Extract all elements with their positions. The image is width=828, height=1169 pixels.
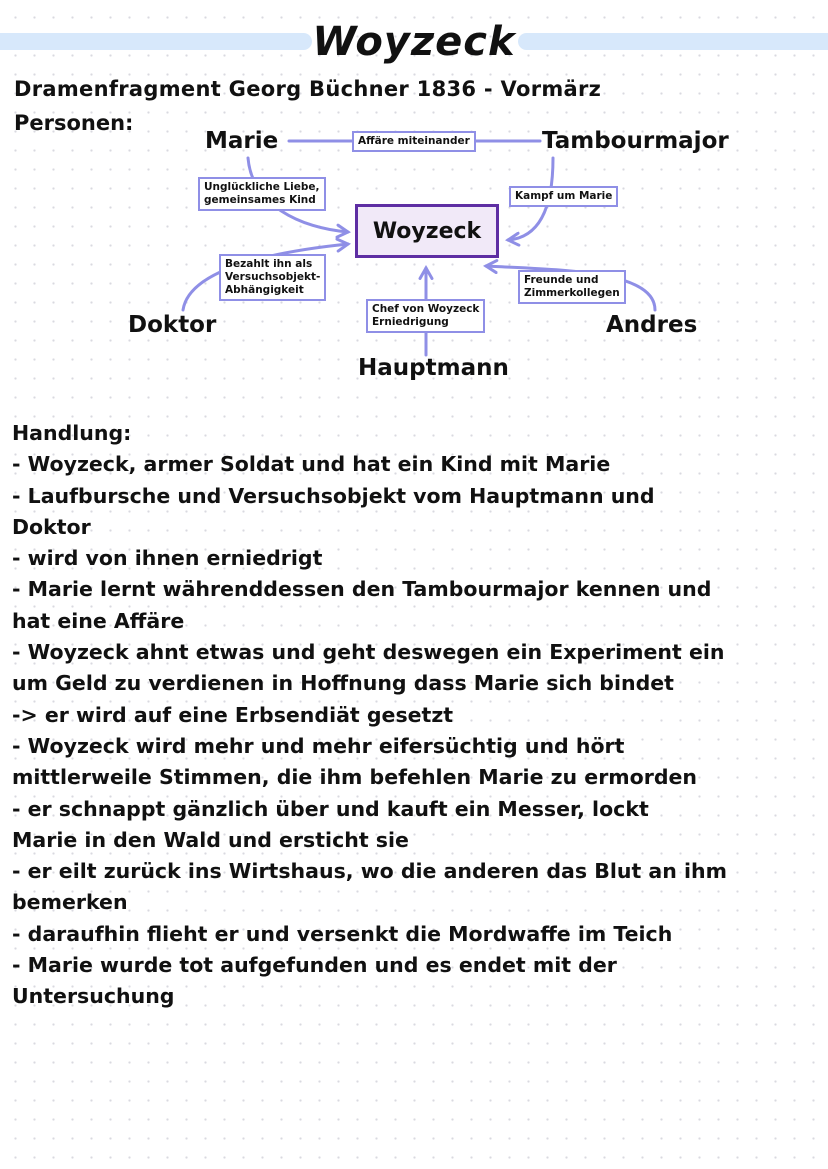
handlung-line: Marie in den Wald und ersticht sie [12, 827, 409, 852]
personen-label: Personen: [14, 111, 134, 135]
handlung-line: - Woyzeck ahnt etwas und geht deswegen ein Experiment ein [12, 640, 725, 665]
handlung-line: bemerken [12, 890, 128, 915]
relation-hauptmann-woyzeck [366, 299, 485, 333]
subtitle: Dramenfragment Georg Büchner 1836 - Vormärz [14, 77, 602, 101]
relation-label: Kampf um Marie [515, 190, 613, 202]
handlung-line: - Woyzeck, armer Soldat und hat ein Kind mit Marie [12, 452, 611, 477]
relation-line: Versuchsobjekt- [225, 271, 321, 283]
handlung-section [12, 418, 818, 1013]
node-andres: Andres [606, 312, 698, 338]
handlung-line: - er schnappt gänzlich über und kauft ein Messer, lockt [12, 796, 649, 821]
handlung-heading: Handlung: [12, 421, 132, 445]
handlung-line: - Marie lernt währenddessen den Tambourmajor kennen und [12, 577, 712, 602]
handlung-line: - er eilt zurück ins Wirtshaus, wo die anderen das Blut an ihm [12, 859, 727, 884]
handlung-line: - wird von ihnen erniedrigt [12, 546, 323, 571]
relation-marie-woyzeck [198, 177, 326, 211]
relation-line: Abhängigkeit [225, 284, 304, 296]
handlung-line: - daraufhin flieht er und versenkt die Mordwaffe im Teich [12, 921, 673, 946]
handlung-line: um Geld zu verdienen in Hoffnung dass Marie sich bindet [12, 671, 674, 696]
node-doktor: Doktor [128, 312, 217, 338]
relation-line: Bezahlt ihn als [225, 258, 313, 270]
node-tambourmajor: Tambourmajor [542, 128, 729, 154]
relation-tambourmajor-woyzeck [509, 186, 618, 207]
node-hauptmann: Hauptmann [358, 355, 509, 381]
relation-line: Erniedrigung [372, 316, 449, 328]
handlung-line: -> er wird auf eine Erbsendiät gesetzt [12, 702, 454, 727]
handlung-line: hat eine Affäre [12, 608, 185, 633]
relation-line: Zimmerkollegen [524, 287, 620, 299]
relation-label: Affäre miteinander [358, 135, 470, 147]
relation-line: gemeinsames Kind [204, 194, 316, 206]
node-marie: Marie [205, 128, 279, 154]
node-woyzeck [355, 204, 499, 258]
handlung-line: Untersuchung [12, 984, 175, 1009]
handlung-line: - Marie wurde tot aufgefunden und es endet mit der [12, 953, 617, 978]
relation-doktor-woyzeck [219, 254, 326, 301]
relation-line: Chef von Woyzeck [372, 303, 480, 315]
page-title: Woyzeck [312, 19, 516, 65]
relation-line: Unglückliche Liebe, [204, 181, 320, 193]
relation-marie-tambourmajor [352, 131, 476, 152]
handlung-line: - Woyzeck wird mehr und mehr eifersüchtig und hört [12, 733, 625, 758]
relation-line: Freunde und [524, 274, 599, 286]
relation-andres-woyzeck [518, 270, 626, 304]
handlung-line: - Laufbursche und Versuchsobjekt vom Hauptmann und [12, 483, 655, 508]
handlung-line: mittlerweile Stimmen, die ihm befehlen Marie zu ermorden [12, 765, 698, 790]
character-diagram [0, 0, 828, 400]
handlung-line: Doktor [12, 514, 91, 539]
node-woyzeck-label: Woyzeck [372, 218, 482, 244]
